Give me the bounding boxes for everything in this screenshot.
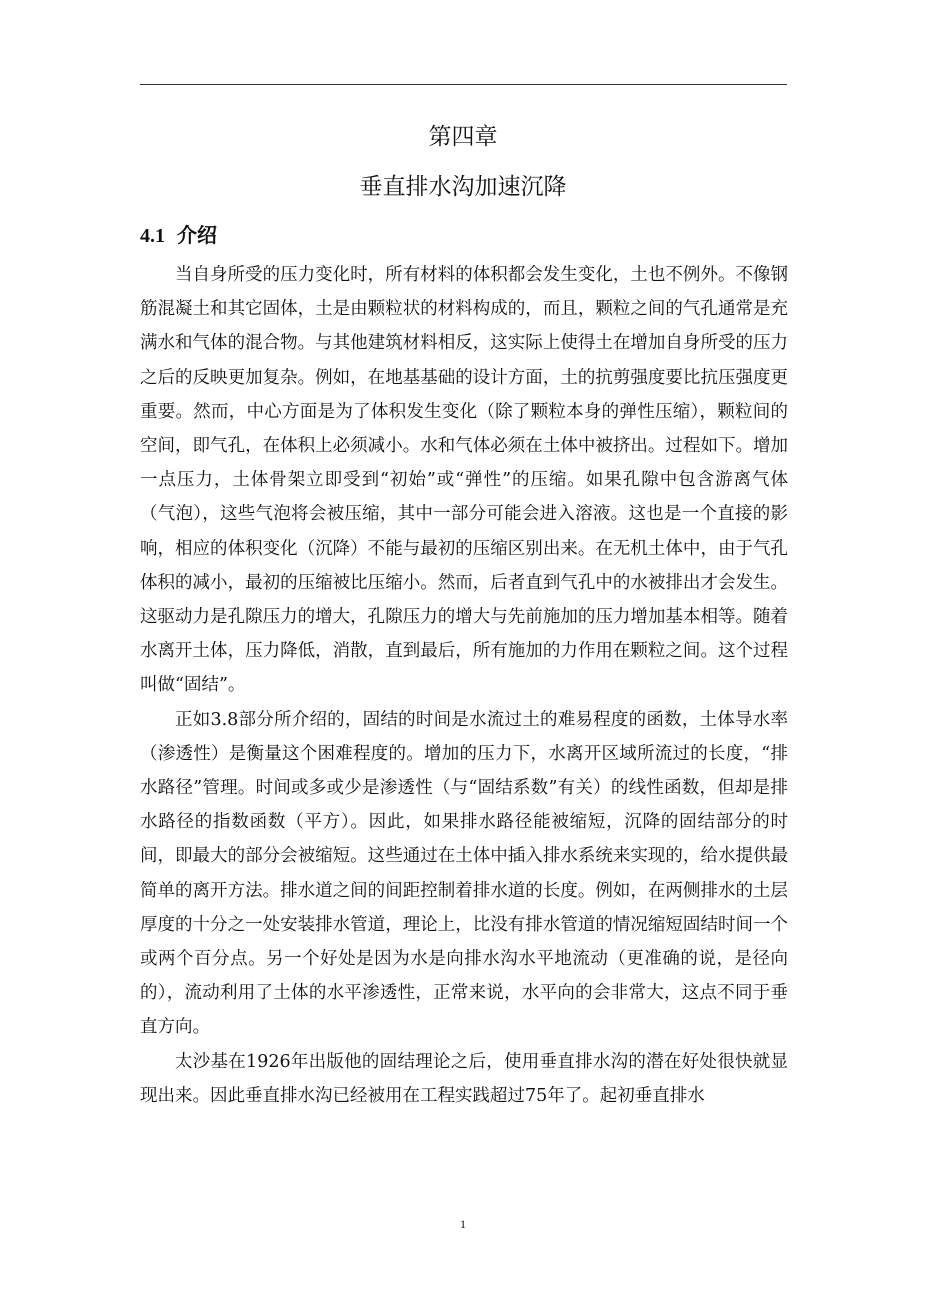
section-number: 4.1 <box>140 225 165 247</box>
section-heading <box>140 220 217 251</box>
chapter-label: 第四章 <box>428 124 498 150</box>
paragraph: 当自身所受的压力变化时，所有材料的体积都会发生变化，土也不例外。不像钢筋混凝土和其它固体，土是由颗粒状的材料构成的，而且，颗粒之间的气孔通常是充满水和气体的混合物。与其他建筑材料相反，这实际上使得土在增加自身所受的压力之后的反映更加复杂。例如，在地基基础的设计方面，土的抗剪强度要比抗压强度更重要。然而，中心方面是为了体积发生变化（除了颗粒本身的弹性压缩），颗粒间的空间，即气孔，在体积上必须减小。水和气体必须在土体中被挤出。过程如下。增加一点压力，土体骨架立即受到“初始”或“弹性”的压缩。如果孔隙中包含游离气体（气泡），这些气泡将会被压缩，其中一部分可能会进入溶液。这也是一个直接的影响，相应的体积变化（沉降）不能与最初的压缩区别出来。在无机土体中，由于气孔体积的减小，最初的压缩被比压缩小。然而，后者直到气孔中的水被排出才会发生。这驱动力是孔隙压力的增大，孔隙压力的增大与先前施加的压力增加基本相等。随着水离开土体，压力降低，消散，直到最后，所有施加的力作用在颗粒之间。这个过程叫做“固结”。 <box>140 265 788 696</box>
chapter-title: 垂直排水沟加速沉降 <box>359 174 567 200</box>
header-rule <box>140 84 787 85</box>
body-text <box>140 258 788 1113</box>
paragraph: 正如3.8部分所介绍的，固结的时间是水流过土的难易程度的函数，土体导水率（渗透性）是衡量这个困难程度的。增加的压力下，水离开区域所流过的长度，“排水路径”管理。时间或多或少是渗透性（与“固结系数”有关）的线性函数，但却是排水路径的指数函数（平方）。因此，如果排水路径能被缩短，沉降的固结部分的时间，即最大的部分会被缩短。这些通过在土体中插入排水系统来实现的，给水提供最简单的离开方法。排水道之间的间距控制着排水道的长度。例如，在两侧排水的土层厚度的十分之一处安装排水管道，理论上，比没有排水管道的情况缩短固结时间一个或两个百分点。另一个好处是因为水是向排水沟水平地流动（更准确的说，是径向的），流动利用了土体的水平渗透性，正常来说，水平向的会非常大，这点不同于垂直方向。 <box>140 709 788 1038</box>
page-number: 1 <box>460 1217 466 1231</box>
section-title: 介绍 <box>177 223 217 247</box>
paragraph: 太沙基在1926年出版他的固结理论之后，使用垂直排水沟的潜在好处很快就显现出来。因此垂直排水沟已经被用在工程实践超过75年了。起初垂直排水 <box>140 1051 788 1106</box>
